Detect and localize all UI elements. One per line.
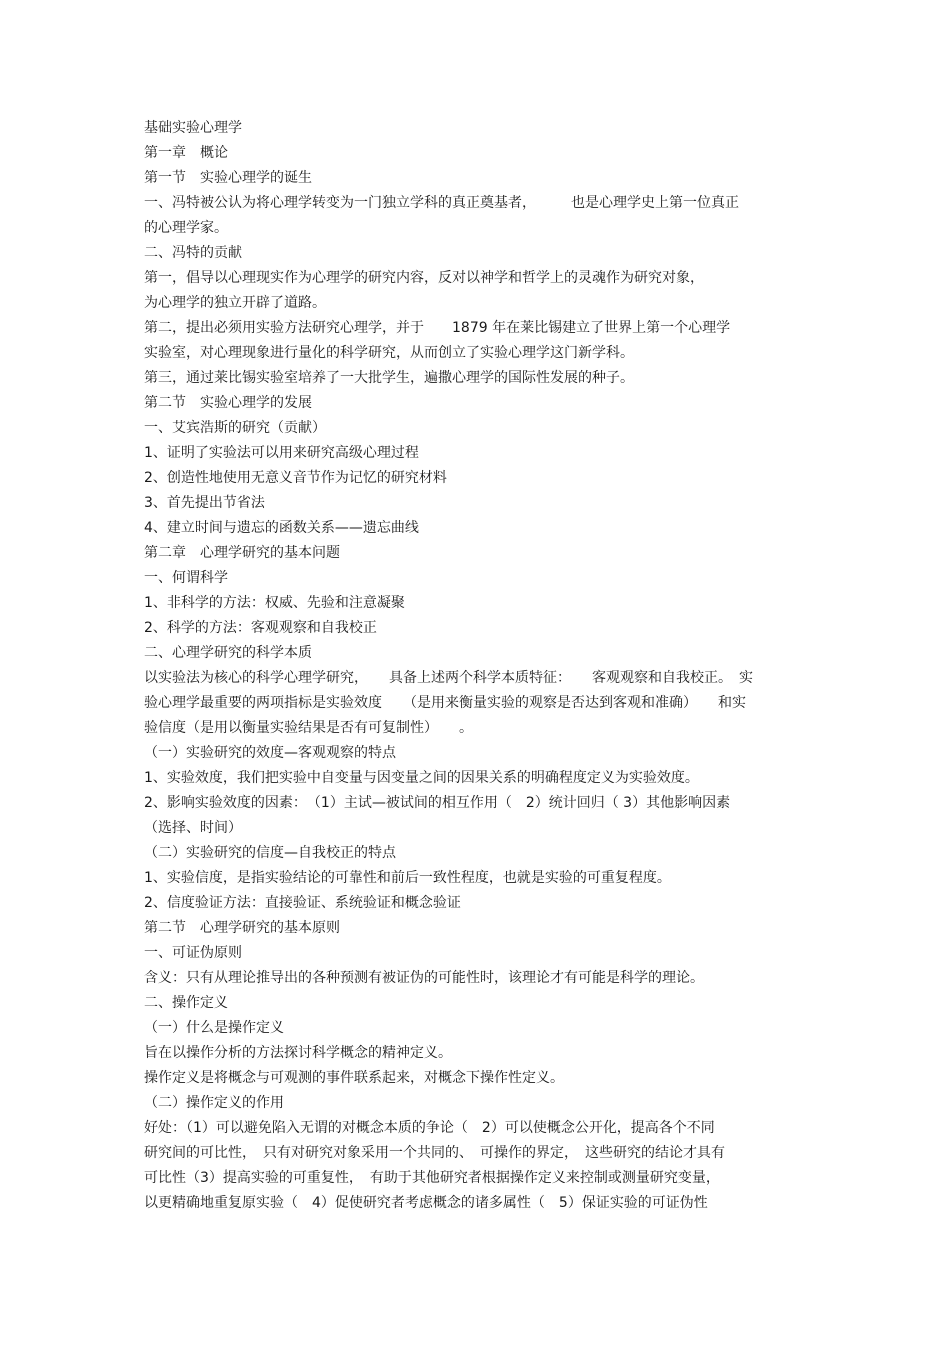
text-line: 第二节 心理学研究的基本原则 <box>144 920 340 936</box>
text-line: 为心理学的独立开辟了道路。 <box>144 295 326 311</box>
text-line: 1、非科学的方法：权威、先验和注意凝聚 <box>144 595 405 611</box>
text-line: 一、艾宾浩斯的研究（贡献） <box>144 420 326 436</box>
text-line: （选择、时间） <box>144 820 242 836</box>
text-line: 第二章 心理学研究的基本问题 <box>144 545 340 561</box>
text-line: 2、科学的方法：客观观察和自我校正 <box>144 620 377 636</box>
text-line: 第三，通过莱比锡实验室培养了一大批学生，遍撒心理学的国际性发展的种子。 <box>144 370 634 386</box>
text-line: 1、证明了实验法可以用来研究高级心理过程 <box>144 445 419 461</box>
text-line: 好处：（1）可以避免陷入无谓的对概念本质的争论（ 2）可以使概念公开化，提高各个不同 <box>144 1120 715 1136</box>
text-line: 实验室，对心理现象进行量化的科学研究，从而创立了实验心理学这门新学科。 <box>144 345 634 361</box>
text-line: 4、建立时间与遗忘的函数关系——遗忘曲线 <box>144 520 419 536</box>
text-line: 3、首先提出节省法 <box>144 495 265 511</box>
text-line: 2、信度验证方法：直接验证、系统验证和概念验证 <box>144 895 461 911</box>
text-line: 以实验法为核心的科学心理学研究， 具备上述两个科学本质特征： 客观观察和自我校正。 实 <box>144 670 753 686</box>
text-line: 含义：只有从理论推导出的各种预测有被证伪的可能性时，该理论才有可能是科学的理论。 <box>144 970 704 986</box>
text-line: 第二节 实验心理学的发展 <box>144 395 312 411</box>
text-line: 第一章 概论 <box>144 145 228 161</box>
text-line: 可比性（3）提高实验的可重复性， 有助于其他研究者根据操作定义来控制或测量研究变量， <box>144 1170 720 1186</box>
text-line: 一、何谓科学 <box>144 570 228 586</box>
text-line: 第二，提出必须用实验方法研究心理学，并于 1879 年在莱比锡建立了世界上第一个心理学 <box>144 320 731 336</box>
text-line: 1、实验效度，我们把实验中自变量与因变量之间的因果关系的明确程度定义为实验效度。 <box>144 770 699 786</box>
text-line: 第一，倡导以心理现实作为心理学的研究内容，反对以神学和哲学上的灵魂作为研究对象， <box>144 270 704 286</box>
text-line: 以更精确地重复原实验（ 4）促使研究者考虑概念的诸多属性（ 5）保证实验的可证伪性 <box>144 1195 708 1211</box>
text-line: （二）操作定义的作用 <box>144 1095 284 1111</box>
text-line: （二）实验研究的信度—自我校正的特点 <box>144 845 396 861</box>
text-line: 验心理学最重要的两项指标是实验效度 （是用来衡量实验的观察是否达到客观和准确） 和实 <box>144 695 746 711</box>
text-line: （一）什么是操作定义 <box>144 1020 284 1036</box>
text-line: 第一节 实验心理学的诞生 <box>144 170 312 186</box>
text-line: 二、操作定义 <box>144 995 228 1011</box>
text-line: 旨在以操作分析的方法探讨科学概念的精神定义。 <box>144 1045 452 1061</box>
text-line: 二、心理学研究的科学本质 <box>144 645 312 661</box>
text-line: 2、创造性地使用无意义音节作为记忆的研究材料 <box>144 470 447 486</box>
text-line: 一、冯特被公认为将心理学转变为一门独立学科的真正奠基者， 也是心理学史上第一位真正 <box>144 195 739 211</box>
text-line: 2、影响实验效度的因素： （1）主试—被试间的相互作用（ 2）统计回归（ 3）其他影响因素 <box>144 795 731 811</box>
text-line: 二、冯特的贡献 <box>144 245 242 261</box>
text-line: 的心理学家。 <box>144 220 228 236</box>
text-line: 操作定义是将概念与可观测的事件联系起来，对概念下操作性定义。 <box>144 1070 564 1086</box>
text-line: 研究间的可比性， 只有对研究对象采用一个共同的、 可操作的界定， 这些研究的结论才具有 <box>144 1145 725 1161</box>
text-line: 一、可证伪原则 <box>144 945 242 961</box>
text-line: 1、实验信度，是指实验结论的可靠性和前后一致性程度，也就是实验的可重复程度。 <box>144 870 671 886</box>
document-body <box>144 116 814 1216</box>
text-line: 基础实验心理学 <box>144 120 242 136</box>
text-line: 验信度（是用以衡量实验结果是否有可复制性） 。 <box>144 720 473 736</box>
text-line: （一）实验研究的效度—客观观察的特点 <box>144 745 396 761</box>
